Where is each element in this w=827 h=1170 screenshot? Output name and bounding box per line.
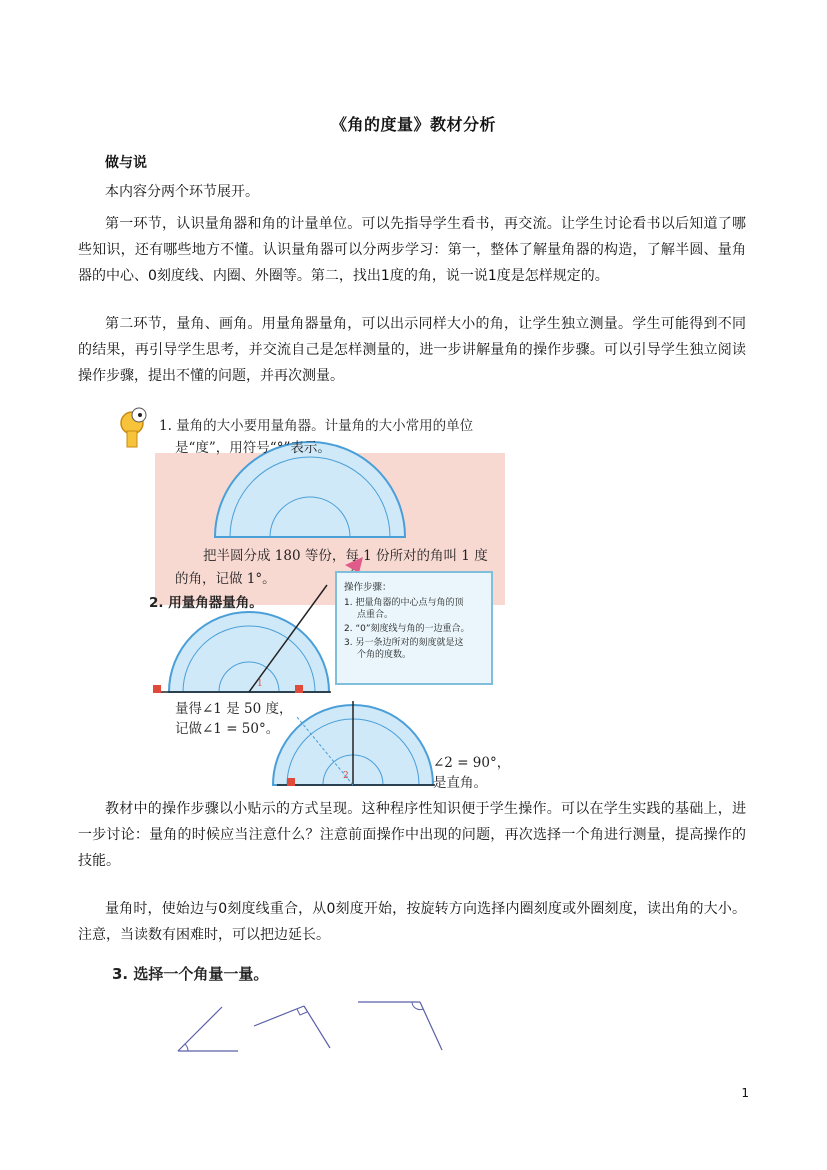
section-heading: 做与说 [105,155,147,171]
step2: 2. “0”刻度线与角的一边重合。 [344,624,470,634]
mascot-icon [121,408,146,447]
paragraph-3: 教材中的操作步骤以小贴示的方式呈现。这种程序性知识便于学生操作。可以在学生实践的基础上，进一步讨论：量角的时候应当注意什么？注意前面操作中出现的问题，再次选择一个角进行测量，提高操作的技能。 [78,801,746,869]
item1-line2: 是“度”，用符号“°”表示。 [175,440,331,456]
degree-line1: 把半圆分成 180 等份，每 1 份所对的角叫 1 度 [203,548,488,564]
step3-line2: 个角的度数。 [357,650,412,660]
result1-line2: 记做∠1 = 50°。 [175,721,280,737]
textbook-figure [117,405,511,791]
protractor-bottom [273,701,435,786]
exercise-figure [108,960,448,1060]
result2-line1: ∠2 = 90°， [433,755,511,771]
step1-line2: 点重合。 [357,610,394,620]
result1-line1: 量得∠1 是 50 度， [175,701,293,717]
steps-title: 操作步骤： [344,582,392,593]
step3-line1: 3. 另一条边所对的刻度就是这 [344,638,464,648]
step1-line1: 1. 把量角器的中心点与角的顶 [344,598,464,608]
result2-line2: 是直角。 [433,775,487,791]
angle-label-2: 2 [343,771,349,781]
protractor-top [215,442,405,537]
steps-note [335,571,493,685]
degree-line2: 的角，记做 1°。 [175,571,276,587]
item3-heading: 3. 选择一个角量一量。 [112,965,269,983]
angle-a [178,1007,238,1051]
item1-line1: 1. 量角的大小要用量角器。计量角的大小常用的单位 [159,418,474,434]
paragraph-2: 第二环节，量角、画角。用量角器量角，可以出示同样大小的角，让学生独立测量。学生可能得到不同的结果，再引导学生思考，并交流自己是怎样测量的，进一步讲解量角的操作步骤。可以引导学生独立阅读操作步骤，提出不懂的问题，并再次测量。 [78,316,746,384]
paragraph-4: 量角时，使始边与0刻度线重合，从0刻度开始，按旋转方向选择内圈刻度或外圈刻度，读出角的大小。注意，当读数有困难时，可以把边延长。 [78,901,746,943]
page-number: 1 [741,1086,749,1100]
paragraph-1: 第一环节，认识量角器和角的计量单位。可以先指导学生看书，再交流。让学生讨论看书以后知道了哪些知识，还有哪些地方不懂。认识量角器可以分两步学习：第一，整体了解量角器的构造，了解半圆、量角器的中心、0刻度线、内圈、外圈等。第二，找出1度的角，说一说1度是怎样规定的。 [78,216,746,284]
angle-label-1: 1 [257,679,263,689]
page-title: 《角的度量》教材分析 [330,115,496,134]
intro-text: 本内容分两个环节展开。 [105,184,259,200]
item2-heading: 2. 用量角器量角。 [149,595,263,611]
exercise-angles [108,960,448,1060]
angle-b [254,1006,330,1048]
angle-c [358,1002,442,1050]
